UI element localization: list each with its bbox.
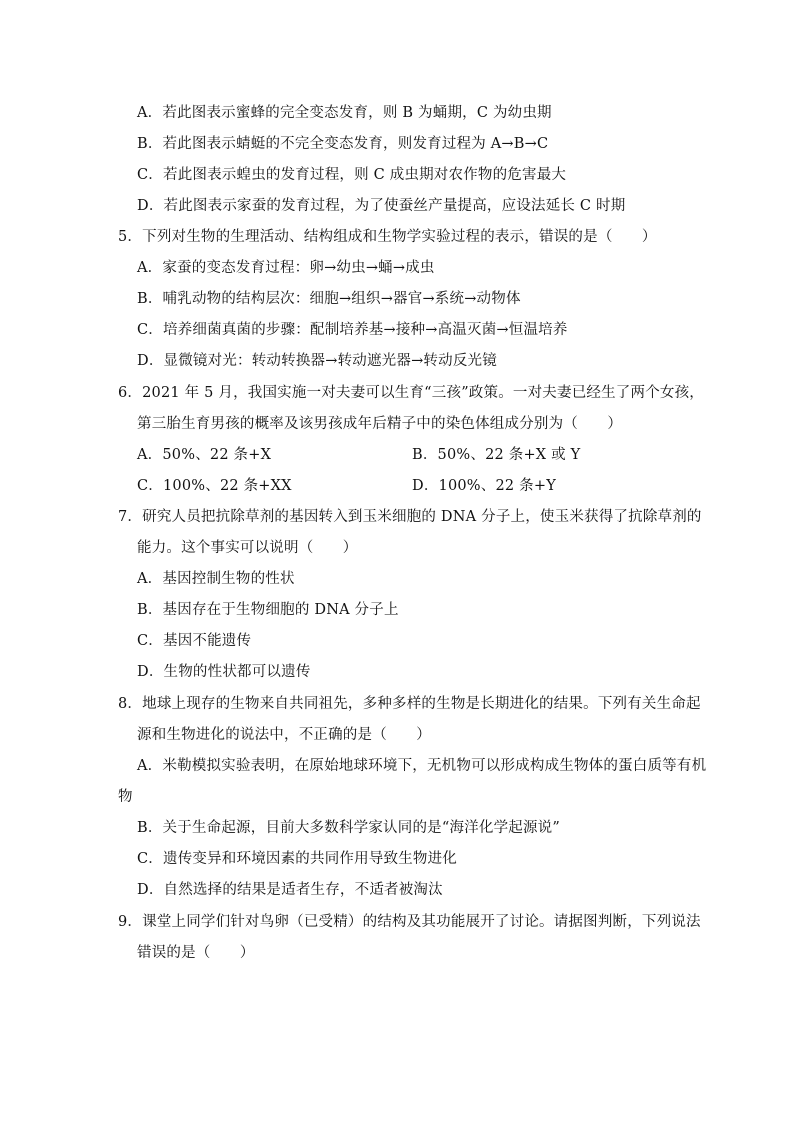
q4-option-a: A．若此图表示蜜蜂的完全变态发育，则 B 为蛹期，C 为幼虫期 bbox=[137, 105, 552, 121]
q5-option-a: A．家蚕的变态发育过程：卵→幼虫→蛹→成虫 bbox=[137, 260, 435, 276]
q7-option-c: C．基因不能遗传 bbox=[137, 633, 252, 649]
q6-stem-line1: 6．2021 年 5 月，我国实施一对夫妻可以生育“三孩”政策。一对夫妻已经生了两个女孩， bbox=[118, 385, 705, 401]
q8-option-c: C．遗传变异和环境因素的共同作用导致生物进化 bbox=[137, 851, 457, 867]
q6-option-a: A．50%、22 条+X bbox=[137, 447, 272, 463]
q4-option-c: C．若此图表示蝗虫的发育过程，则 C 成虫期对农作物的危害最大 bbox=[137, 167, 567, 183]
q4-option-b: B．若此图表示蜻蜓的不完全变态发育，则发育过程为 A→B→C bbox=[137, 136, 549, 152]
q6-stem-line2: 第三胎生育男孩的概率及该男孩成年后精子中的染色体组成分别为（ ） bbox=[137, 416, 623, 432]
q8-stem-line2: 源和生物进化的说法中，不正确的是（ ） bbox=[137, 727, 431, 743]
q4-option-d: D．若此图表示家蚕的发育过程，为了使蚕丝产量提高，应设法延长 C 时期 bbox=[137, 198, 626, 214]
q8-stem-line1: 8．地球上现存的生物来自共同祖先，多种多样的生物是长期进化的结果。下列有关生命起 bbox=[118, 696, 701, 712]
q7-option-b: B．基因存在于生物细胞的 DNA 分子上 bbox=[137, 602, 399, 618]
q9-stem-line1: 9．课堂上同学们针对鸟卵（已受精）的结构及其功能展开了讨论。请据图判断，下列说法 bbox=[118, 914, 701, 930]
q5-stem: 5．下列对生物的生理活动、结构组成和生物学实验过程的表示，错误的是（ ） bbox=[118, 229, 657, 245]
q7-option-d: D．生物的性状都可以遗传 bbox=[137, 664, 311, 680]
q8-option-a-line2: 物 bbox=[118, 789, 133, 805]
q5-option-d: D．显微镜对光：转动转换器→转动遮光器→转动反光镜 bbox=[137, 353, 497, 369]
q8-option-a-line1: A．米勒模拟实验表明，在原始地球环境下，无机物可以形成构成生物体的蛋白质等有机 bbox=[137, 758, 707, 774]
q5-option-c: C．培养细菌真菌的步骤：配制培养基→接种→高温灭菌→恒温培养 bbox=[137, 322, 568, 338]
q7-stem-line1: 7．研究人员把抗除草剂的基因转入到玉米细胞的 DNA 分子上，使玉米获得了抗除草剂的 bbox=[118, 509, 702, 525]
q6-option-d: D．100%、22 条+Y bbox=[412, 478, 556, 494]
q7-stem-line2: 能力。这个事实可以说明（ ） bbox=[137, 540, 358, 556]
q6-option-c: C．100%、22 条+XX bbox=[137, 478, 292, 494]
q6-option-b: B．50%、22 条+X 或 Y bbox=[412, 447, 581, 463]
q5-option-b: B．哺乳动物的结构层次：细胞→组织→器官→系统→动物体 bbox=[137, 291, 521, 307]
q7-option-a: A．基因控制生物的性状 bbox=[137, 571, 295, 587]
q8-option-b: B．关于生命起源，目前大多数科学家认同的是“海洋化学起源说” bbox=[137, 820, 560, 836]
q9-stem-line2: 错误的是（ ） bbox=[137, 945, 255, 961]
q8-option-d: D．自然选择的结果是适者生存，不适者被淘汰 bbox=[137, 882, 443, 898]
